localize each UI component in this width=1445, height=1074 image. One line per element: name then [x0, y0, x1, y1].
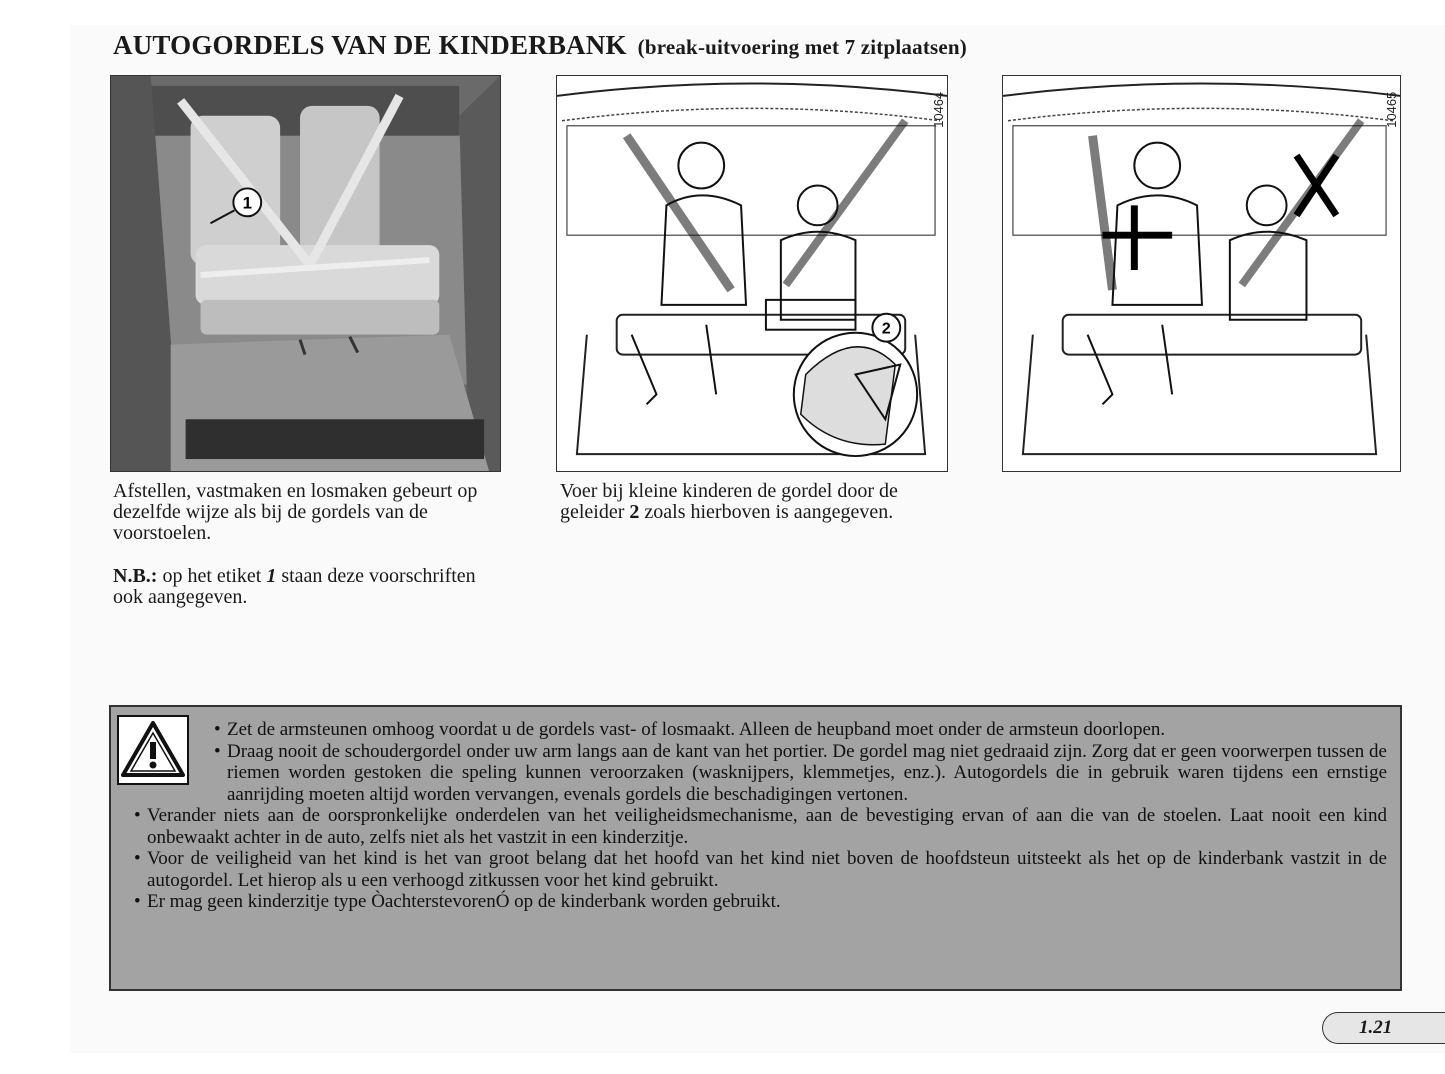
note-text-1: op het etiket: [162, 565, 262, 587]
trunk-photo-drawing: [111, 76, 500, 471]
belt-guide-drawing: [557, 76, 947, 471]
belt-guide-illustration: [556, 75, 948, 472]
warning-item: • Voor de veiligheid van het kind is het van groot belang dat het hoofd van het kind niet boven de hoofdsteun uitsteekt als het op de kinderbank vastzit in de autogordel. Let hierop als u een verhoogd zitkussen voor het kind gebruikt.: [147, 848, 1387, 891]
callout-1-label: 1: [242, 193, 253, 213]
illustration-caption: [560, 481, 955, 523]
note-ref: 1: [266, 565, 277, 587]
illustration-caption-text-1: Voer bij kleine kinderen de gordel door de geleider: [560, 480, 898, 523]
note-text-2: staan deze voorschriften ook aangegeven.: [113, 565, 476, 608]
title-subtitle: (break-uitvoering met 7 zitplaatsen): [637, 35, 967, 59]
warning-item: • Draag nooit de schoudergordel onder uw arm langs aan de kant van het portier. De gordel mag niet gedraaid zijn. Zorg dat er geen voorwerpen tussen de riemen worden gestoken die speling kunnen veroorzaken (wasknijpers, klemmetjes, enz.). Autogordels die in gebruik waren tijdens een ernstige aanrijding moeten altijd worden vervangen, evenals gordels die beschadigingen vertonen.: [227, 741, 1387, 806]
incorrect-belt-illustration: [1002, 75, 1401, 472]
illustration-caption-ref: 2: [629, 501, 640, 523]
figure-ref-2: 10465: [1384, 91, 1400, 128]
page-title: [113, 30, 967, 61]
page-number: 1.21: [1322, 1012, 1445, 1044]
note-caption: [113, 566, 508, 608]
incorrect-belt-drawing: [1003, 76, 1400, 471]
trunk-photo: [110, 75, 501, 472]
illustration-caption-text-2: zoals hierboven is aangegeven.: [644, 501, 894, 523]
warning-item: • Er mag geen kinderzitje type ÒachterstevorenÓ op de kinderbank worden gebruikt.: [147, 891, 1387, 913]
warning-item: • Verander niets aan de oorspronkelijke onderdelen van het veiligheidsmechanisme, aan de bevestiging ervan of aan die van de stoelen. Laat nooit een kind onbewaakt achter in de auto, zelfs niet als het vastzit in een kinderzitje.: [147, 805, 1387, 848]
callout-2-label: 2: [881, 320, 891, 338]
figure-ref-1: 10464: [931, 91, 947, 128]
title-main: AUTOGORDELS VAN DE KINDERBANK: [113, 30, 627, 60]
note-label: N.B.:: [113, 565, 158, 587]
warning-box: [109, 705, 1402, 991]
photo-caption: Afstellen, vastmaken en losmaken gebeurt op dezelfde wijze als bij de gordels van de voorstoelen.: [113, 480, 478, 544]
warning-list: [111, 719, 1387, 913]
warning-item: • Zet de armsteunen omhoog voordat u de gordels vast- of losmaakt. Alleen de heupband moet onder de armsteun doorlopen.: [227, 719, 1387, 741]
